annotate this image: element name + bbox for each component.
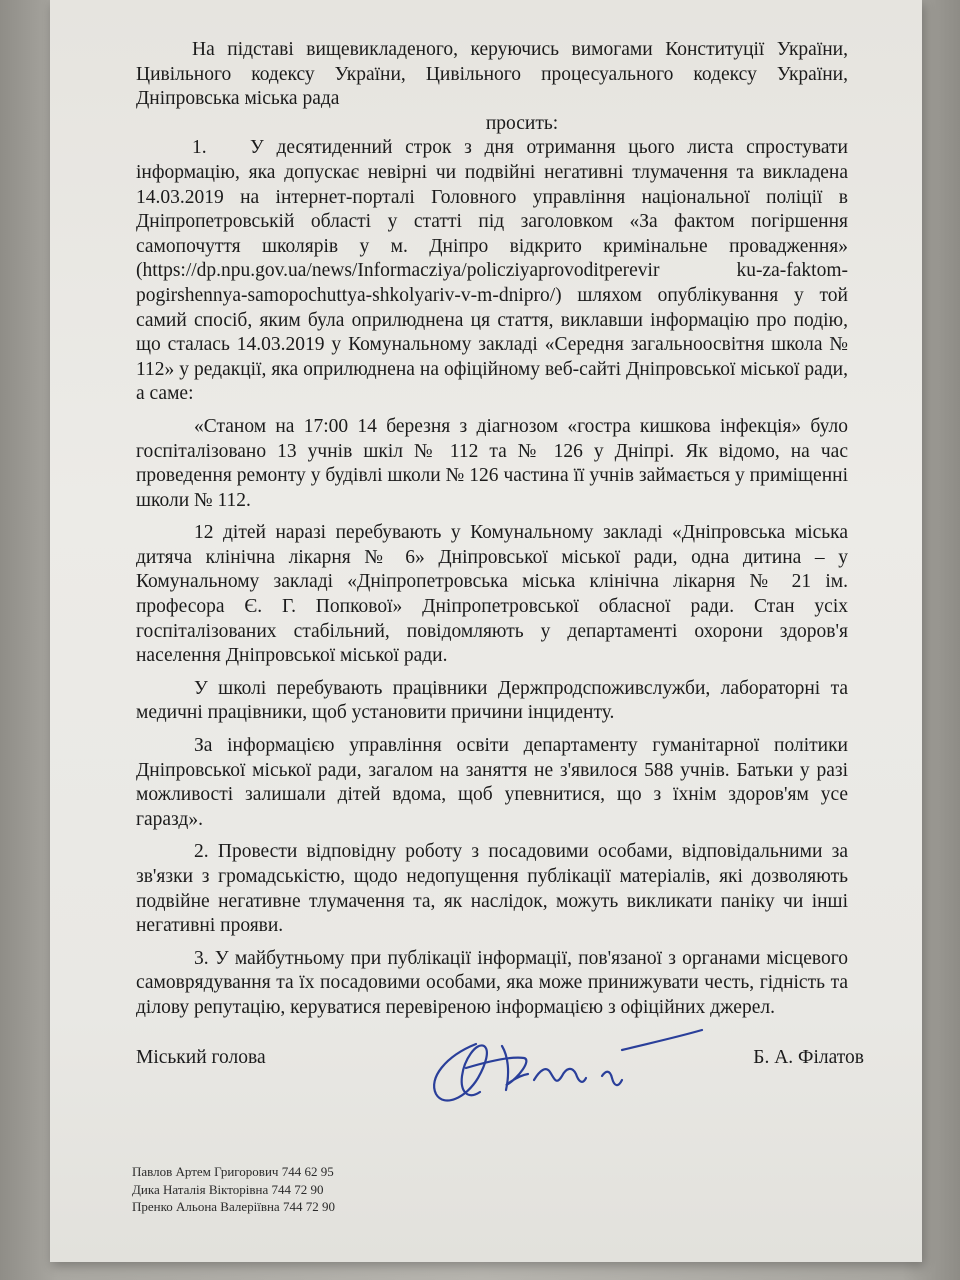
quote-paragraph-2: 12 дітей наразі перебувають у Комунальному закладі «Дніпровська міська дитяча клінічна лікарня № 6» Дніпровської міської ради, одна дитина – у Комунальному закладі «Дніпропетровська міська клінічна лікарня № 21 ім. професора Є. Г. Попкової» Дніпропетровської обласної ради. Стан усіх госпіталізованих стабільний, повідомляють у департаменті охорони здоров'я населення Дніпровської міської ради. xyxy=(136,522,848,667)
contact-line: Павлов Артем Григорович 744 62 95 xyxy=(132,1164,334,1179)
contacts-block xyxy=(132,1163,335,1216)
item-2: 2. Провести відповідну роботу з посадовими особами, відповідальними за зв'язки з громадськістю, щодо недопущення публікації матеріалів, які дозволяють подвійне негативне тлумачення та, як наслідок, можуть викликати паніку чи інші негативні прояви. xyxy=(136,841,848,937)
intro-paragraph: На підставі вищевикладеного, керуючись вимогами Конституції України, Цивільного кодексу України, Цивільного процесуального кодексу України, Дніпровська міська рада xyxy=(136,39,848,110)
item-3: 3. У майбутньому при публікації інформації, пов'язаної з органами місцевого самоврядування та їх посадовими особами, яка може принижувати честь, гідність та ділову репутацію, керуватися перевіреною інформацією з офіційних джерел. xyxy=(136,947,848,1018)
contact-line: Дика Наталія Вікторівна 744 72 90 xyxy=(132,1181,324,1197)
handwritten-signature xyxy=(406,1016,706,1116)
letter-page xyxy=(50,0,922,1262)
signatory-role: Міський голова xyxy=(136,1047,266,1068)
letter-body xyxy=(136,38,848,1021)
request-heading: просить: xyxy=(485,112,559,134)
item-1 xyxy=(136,136,848,407)
item-1-text: У десятиденний строк з дня отримання цього листа спростувати інформацію, яка допускає невірні чи подвійні негативні тлумачення та викладена 14.03.2019 на інтернет-порталі Головного управління національної поліції в Дніпропетровській області у статті під заголовком «За фактом погіршення самопочуття школярів у м. Дніпро відкрито кримінальне провадження» (https://dp.npu.gov.ua/news/Informacziya/policziyaprovoditperevir ku-za-faktom-pogirshennya-samopochuttya-shkolyariv-v-m-dnipro/) шляхом опублікування у той самий спосіб, яким була оприлюднена ця стаття, виклавши інформацію про подію, що сталась 14.03.2019 у Комунальному закладі «Середня загальноосвітня школа № 112» у редакції, яка оприлюднена на офіційному веб-сайті Дніпровської міської ради, а саме: xyxy=(136,137,848,405)
quote-paragraph-4: За інформацією управління освіти департаменту гуманітарної політики Дніпровської міської ради, загалом на заняття не з'явилося 588 учнів. Батьки у разі можливості залишали дітей вдома, щоб упевнитися, що з їхнім здоров'ям усе гаразд». xyxy=(136,735,848,830)
contact-line: Пренко Альона Валеріївна 744 72 90 xyxy=(132,1199,335,1214)
quote-paragraph-3: У школі перебувають працівники Держпродспоживслужби, лабораторні та медичні працівники, щоб установити причини інциденту. xyxy=(136,677,848,724)
item-1-number: 1. xyxy=(192,137,207,159)
signatory-name: Б. А. Філатов xyxy=(753,1047,864,1068)
quote-paragraph-1: «Станом на 17:00 14 березня з діагнозом «гостра кишкова інфекція» було госпіталізовано 13 учнів шкіл № 112 та № 126 у Дніпрі. Як відомо, на час проведення ремонту у будівлі школи № 126 частина її учнів займається у приміщенні школи № 112. xyxy=(136,415,848,511)
